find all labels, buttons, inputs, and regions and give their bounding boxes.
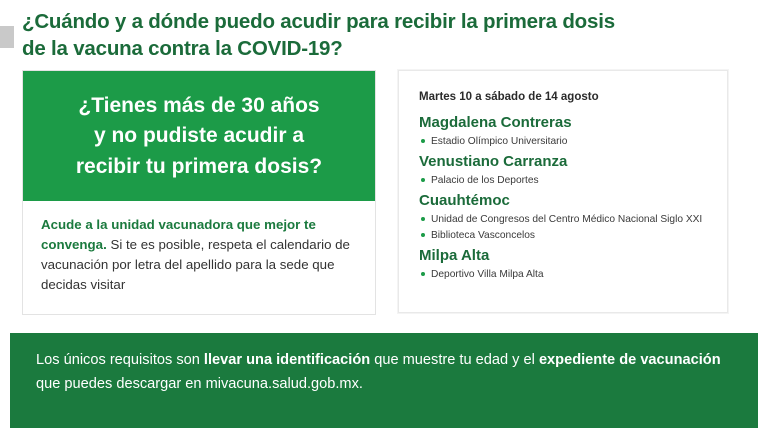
bullet-icon: [421, 178, 425, 182]
eligibility-instructions: [41, 215, 357, 295]
location-zone: [419, 152, 709, 188]
requirements-seg2: llevar una identificación: [203, 352, 371, 368]
zone-site-label: Palacio de los Deportes: [431, 175, 539, 187]
bullet-icon: [421, 217, 425, 221]
zone-site-label: Estadio Olímpico Universitario: [431, 136, 568, 148]
eligibility-instructions-bold: Acude a la unidad vacunadora que mejor te convenga.: [41, 217, 316, 252]
page-title-line2: de la vacuna contra la COVID-19?: [22, 37, 343, 61]
zone-name: Venustiano Carranza: [419, 153, 568, 171]
requirements-seg3: que muestre tu edad y el: [370, 352, 539, 368]
eligibility-headline: [45, 91, 353, 182]
requirements-banner: [10, 333, 758, 428]
eligibility-instructions-rest: Si te es posible, respeta el calendario de vacunación por letra del apellido para la sede que decidas visitar: [41, 236, 350, 292]
requirements-text: [36, 349, 736, 396]
locations-date-range: Martes 10 a sábado de 14 agosto: [419, 91, 599, 103]
eligibility-card-body: [23, 201, 375, 295]
requirements-seg5: que puedes descargar en mivacuna.salud.gob.mx.: [36, 375, 363, 392]
bullet-icon: [421, 272, 425, 276]
zone-name: Cuauhtémoc: [419, 192, 510, 210]
zone-name: Magdalena Contreras: [419, 114, 572, 131]
location-zone: [419, 113, 709, 149]
heading-accent-bar: [0, 26, 14, 48]
eligibility-headline-line2: y no pudiste acudir a: [93, 124, 305, 148]
eligibility-headline-line1: ¿Tienes más de 30 años: [78, 94, 320, 117]
zone-site: [419, 268, 709, 282]
bullet-icon: [421, 139, 425, 143]
zone-site: [419, 135, 709, 149]
zone-site: [419, 229, 709, 243]
zone-name: Milpa Alta: [419, 246, 490, 264]
zone-site-label: Unidad de Congresos del Centro Médico Nacional Siglo XXI: [431, 214, 703, 226]
zone-site: [419, 213, 709, 227]
page-title: [22, 8, 752, 62]
requirements-seg4: expediente de vacunación: [538, 352, 721, 368]
zone-site-label: Biblioteca Vasconcelos: [431, 230, 536, 242]
page-title-line1: ¿Cuándo y a dónde puedo acudir para recibir la primera dosis: [22, 10, 615, 33]
locations-card: [398, 70, 728, 313]
location-zone: [419, 191, 709, 243]
eligibility-card: [22, 70, 376, 315]
zone-site: [419, 174, 709, 188]
location-zone: [419, 246, 709, 282]
bullet-icon: [421, 233, 425, 237]
eligibility-headline-line3: recibir tu primera dosis?: [75, 154, 323, 178]
zone-site-label: Deportivo Villa Milpa Alta: [431, 269, 544, 281]
eligibility-card-header: [23, 71, 375, 201]
requirements-seg1: Los únicos requisitos son: [36, 352, 204, 368]
